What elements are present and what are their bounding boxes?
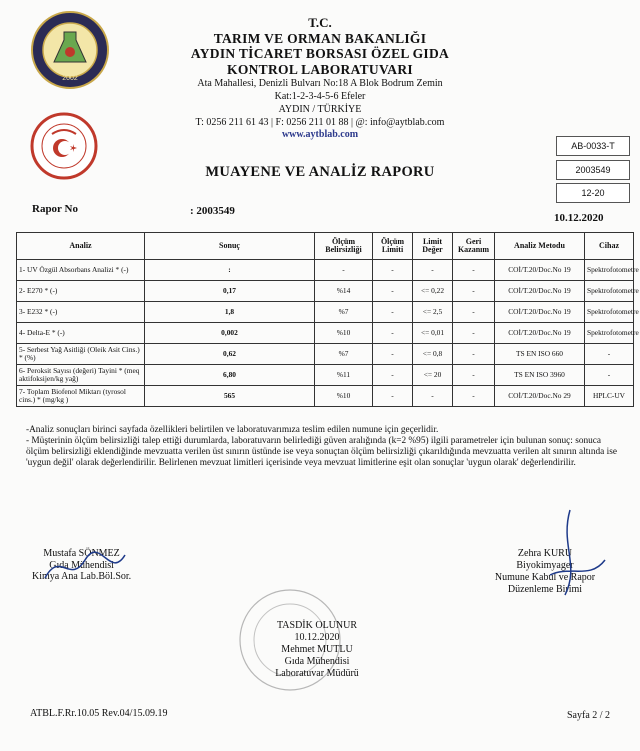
cell-method: TS EN ISO 660 — [495, 344, 585, 365]
signer-title: Biyokimyager — [516, 560, 574, 571]
cell-recovery: - — [453, 386, 495, 407]
report-date: 10.12.2020 — [554, 212, 604, 224]
cell-recovery: - — [453, 260, 495, 281]
report-notes — [26, 425, 626, 470]
doc-code-2: 2003549 — [556, 160, 630, 180]
cell-result: 0,17 — [145, 281, 315, 302]
handwritten-signature-right — [530, 505, 610, 600]
report-number: : 2003549 — [190, 205, 235, 217]
header-contact: T: 0256 211 61 43 | F: 0256 211 01 88 | @: info@aytblab.com — [195, 117, 445, 129]
cell-analysis: 6- Peroksit Sayısı (değeri) Tayini * (meq aktifoksijen/kg yağ) — [17, 365, 145, 386]
cell-result: : — [145, 260, 315, 281]
col-header: Limit Değer — [413, 233, 453, 260]
results-table — [16, 232, 639, 407]
cell-result: 1,8 — [145, 302, 315, 323]
signer-role: Kimya Ana Lab.Böl.Sor. — [32, 571, 132, 582]
cell-method: COİ/T.20/Doc.No 19 — [495, 260, 585, 281]
signer-name: Mustafa SÖNMEZ — [43, 548, 120, 559]
cell-limit-value: <= 0,01 — [413, 323, 453, 344]
cell-analysis: 1- UV Özgül Absorbans Analizi * (-) — [17, 260, 145, 281]
col-header: Ölçüm Belirsizliği — [315, 233, 373, 260]
header-lab-name: AYDIN TİCARET BORSASI ÖZEL GIDA — [190, 46, 450, 62]
approval-date: 10.12.2020 — [294, 632, 340, 643]
col-header: Analiz Metodu — [495, 233, 585, 260]
approval-heading: TASDİK OLUNUR — [276, 620, 358, 631]
cell-uncertainty: %14 — [315, 281, 373, 302]
cell-limit: - — [373, 323, 413, 344]
table-header-row — [17, 233, 634, 260]
cell-recovery: - — [453, 281, 495, 302]
col-header: Analiz — [17, 233, 145, 260]
form-code: ATBL.F.Rr.10.05 Rev.04/15.09.19 — [30, 708, 168, 719]
cell-result: 0,62 — [145, 344, 315, 365]
table-row — [17, 344, 634, 365]
header-line1: T.C. — [308, 15, 332, 30]
header-ministry: TARIM VE ORMAN BAKANLIĞI — [213, 30, 427, 46]
cell-limit: - — [373, 365, 413, 386]
doc-code-3: 12-20 — [556, 183, 630, 203]
cell-limit-value: <= 2,5 — [413, 302, 453, 323]
table-row — [17, 302, 634, 323]
lab-logo-year: 2002 — [62, 75, 78, 82]
cell-limit: - — [373, 344, 413, 365]
col-header: Geri Kazanım — [453, 233, 495, 260]
table-row — [17, 281, 634, 302]
header-address-2: Kat:1-2-3-4-5-6 Efeler — [274, 91, 366, 103]
cell-uncertainty: %11 — [315, 365, 373, 386]
cell-analysis: 7- Toplam Biofenol Miktarı (tyrosol cins.) * (mg/kg ) — [17, 386, 145, 407]
header-address-3: AYDIN / TÜRKİYE — [278, 104, 362, 116]
ministry-logo — [30, 112, 98, 180]
cell-limit-value: <= 20 — [413, 365, 453, 386]
table-row — [17, 323, 634, 344]
cell-limit-value: <= 0,22 — [413, 281, 453, 302]
cell-recovery: - — [453, 344, 495, 365]
cell-device: Spektrofotometre — [585, 281, 634, 302]
table-row — [17, 260, 634, 281]
cell-limit: - — [373, 281, 413, 302]
cell-device: Spektrofotometre — [585, 323, 634, 344]
table-row — [17, 365, 634, 386]
cell-limit: - — [373, 260, 413, 281]
approval-block — [257, 620, 377, 680]
header-website[interactable]: www.aytblab.com — [281, 129, 359, 141]
cell-analysis: 2- E270 * (-) — [17, 281, 145, 302]
cell-method: COİ/T.20/Doc.No 19 — [495, 323, 585, 344]
cell-method: TS EN ISO 3960 — [495, 365, 585, 386]
cell-result: 6,80 — [145, 365, 315, 386]
cell-limit: - — [373, 386, 413, 407]
cell-result: 565 — [145, 386, 315, 407]
cell-recovery: - — [453, 302, 495, 323]
signer-role: Numune Kabul ve Rapor — [494, 572, 596, 583]
table-row — [17, 386, 634, 407]
signer-title: Gıda Mühendisi — [49, 559, 114, 571]
cell-recovery: - — [453, 365, 495, 386]
lab-logo — [30, 10, 110, 90]
signer-unit: Düzenleme Birimi — [507, 584, 583, 595]
cell-analysis: 5- Serbest Yağ Asitliği (Oleik Asit Cins.) * (%) — [17, 344, 145, 365]
cell-uncertainty: %10 — [315, 386, 373, 407]
cell-device: HPLC-UV — [585, 386, 634, 407]
cell-analysis: 3- E232 * (-) — [17, 302, 145, 323]
col-header: Sonuç — [145, 233, 315, 260]
cell-uncertainty: %7 — [315, 344, 373, 365]
report-title: MUAYENE VE ANALİZ RAPORU — [205, 164, 435, 180]
cell-limit-value: - — [413, 260, 453, 281]
cell-device: - — [585, 365, 634, 386]
cell-method: COİ/T.20/Doc.No 19 — [495, 302, 585, 323]
cell-limit-value: - — [413, 386, 453, 407]
header-address-1: Ata Mahallesi, Denizli Bulvarı No:18 A Blok Bodrum Zemin — [197, 78, 443, 90]
cell-method: COİ/T.20/Doc.No 19 — [495, 281, 585, 302]
col-header: Cihaz — [585, 233, 634, 260]
cell-analysis: 4- Delta-E * (-) — [17, 323, 145, 344]
cell-uncertainty: - — [315, 260, 373, 281]
cell-method: COİ/T.20/Doc.No 29 — [495, 386, 585, 407]
doc-code-1: AB-0033-T — [556, 136, 630, 156]
report-number-label: Rapor No — [32, 203, 78, 215]
col-header: Ölçüm Limiti — [373, 233, 413, 260]
cell-limit-value: <= 0,8 — [413, 344, 453, 365]
note-1: -Analiz sonuçları birinci sayfada özellikleri belirtilen ve laboratuvarımıza teslim edilen numune için geçerlidir. — [26, 425, 439, 435]
approver-name: Mehmet MUTLU — [281, 644, 353, 655]
page-number: Sayfa 2 / 2 — [567, 710, 611, 721]
cell-recovery: - — [453, 323, 495, 344]
lab-header — [150, 8, 490, 141]
cell-limit: - — [373, 302, 413, 323]
approver-title: Gıda Mühendisi — [284, 656, 350, 667]
cell-device: Spektrofotometre — [585, 260, 634, 281]
cell-result: 0,002 — [145, 323, 315, 344]
cell-device: - — [585, 344, 634, 365]
cell-device: Spektrofotometre — [585, 302, 634, 323]
handwritten-signature-left — [40, 540, 130, 590]
signer-name: Zehra KURU — [517, 548, 573, 559]
note-2: - Müşterinin ölçüm belirsizliği talep ettiği durumlarda, laboratuvarın belirlediği güven aralığında (k=2 %95) ilgili parametreler için bulunan sonuç: sonuca ölçüm belirsizliği eklendiğinde mevzuatta verilen üst sınırın üstünde ise veya sonuçtan ölçüm belirsizliği çıkarıldığında mevzuatta verilen alt sınırın altında ise 'uygun değil' olarak değerlendirilir. Belirlenen mevzuat limitleri içerisinde veya mevzuat limitlerine eşit olan sonuçlar 'uygun olarak' değerlendirilir. — [26, 436, 617, 469]
header-lab-name-2: KONTROL LABORATUVARI — [227, 61, 413, 77]
cell-uncertainty: %10 — [315, 323, 373, 344]
cell-uncertainty: %7 — [315, 302, 373, 323]
approver-role: Laboratuvar Müdürü — [275, 668, 359, 679]
